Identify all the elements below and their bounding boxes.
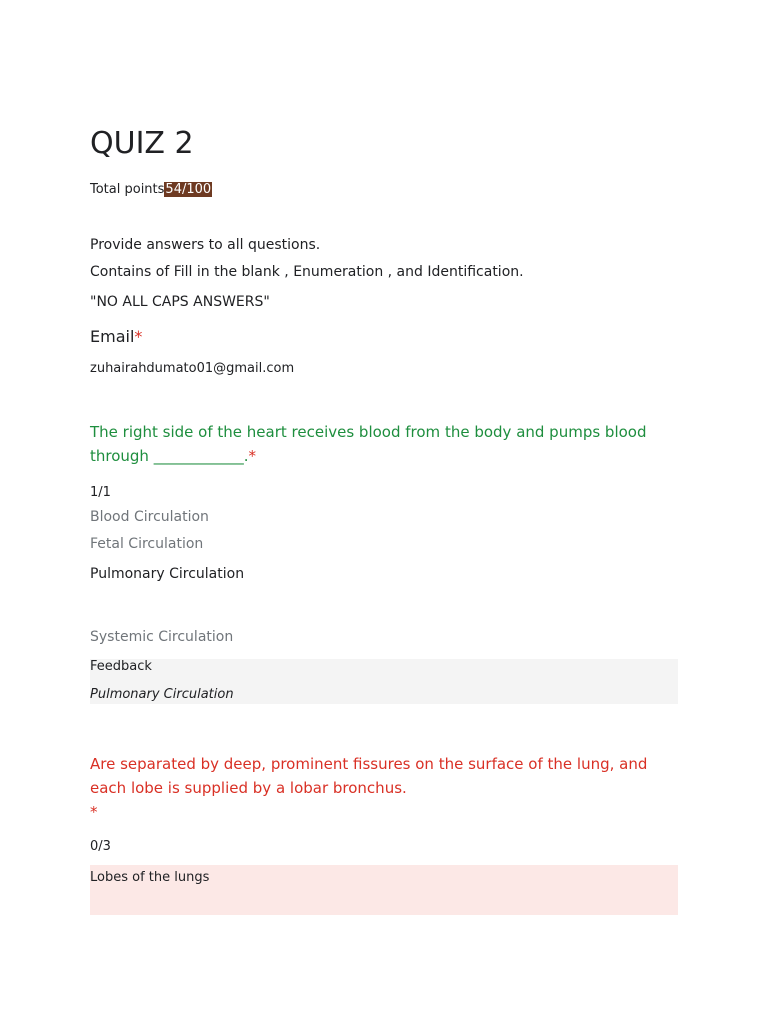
required-mark: * <box>134 327 143 346</box>
total-points <box>90 181 212 198</box>
email-label-text: Email <box>90 327 135 346</box>
option-pulmonary-circulation: Pulmonary Circulation <box>90 566 245 582</box>
question-2-prompt: Are separated by deep, prominent fissures on the surface of the lung, and each lobe is supplied by a lobar bronchus. <box>90 755 648 797</box>
option-blood-circulation: Blood Circulation <box>90 509 209 525</box>
total-points-label: Total points <box>90 182 165 197</box>
question-1-prompt: The right side of the heart receives blood from the body and pumps blood through ____________. <box>90 423 647 465</box>
total-points-badge: 54/100 <box>165 182 212 197</box>
question-1-score: 1/1 <box>90 485 111 500</box>
question-2-answer-box <box>90 865 678 915</box>
question-1-feedback <box>90 659 678 704</box>
email-label <box>90 327 142 347</box>
question-2-text <box>90 752 680 824</box>
option-fetal-circulation: Fetal Circulation <box>90 536 204 552</box>
feedback-correct-answer: Pulmonary Circulation <box>90 687 234 702</box>
required-mark: * <box>248 447 256 465</box>
instruction-line-2: Contains of Fill in the blank , Enumeration , and Identification. <box>90 264 524 280</box>
question-2-answer: Lobes of the lungs <box>90 870 210 885</box>
page-title: QUIZ 2 <box>90 126 194 161</box>
email-value: zuhairahdumato01@gmail.com <box>90 361 295 376</box>
instruction-line-3: "NO ALL CAPS ANSWERS" <box>90 294 270 310</box>
question-2-score: 0/3 <box>90 839 111 854</box>
instruction-line-1: Provide answers to all questions. <box>90 237 321 253</box>
required-mark: * <box>90 803 98 821</box>
question-1-text <box>90 420 680 468</box>
option-systemic-circulation: Systemic Circulation <box>90 629 234 645</box>
feedback-label: Feedback <box>90 659 152 674</box>
